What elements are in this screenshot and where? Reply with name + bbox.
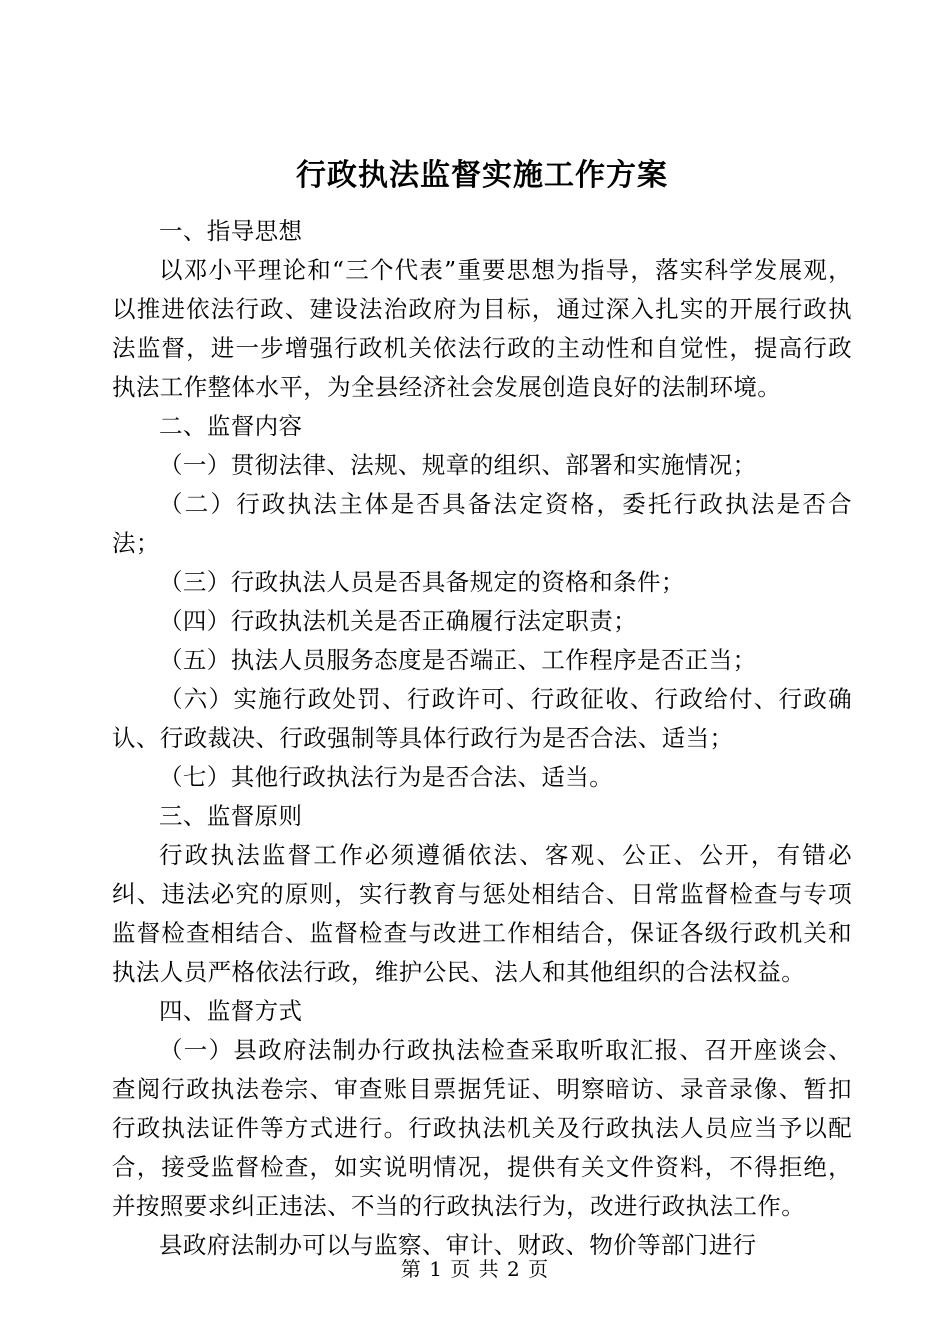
paragraph-14: （一）县政府法制办行政执法检查采取听取汇报、召开座谈会、查阅行政执法卷宗、审查账目票据凭证、明察暗访、录音录像、暂扣行政执法证件等方式进行。行政执法机关及行政执法人员应当予以配合，接受监督检查，如实说明情况，提供有关文件资料，不得拒绝，并按照要求纠正违法、不当的行政执法行为，改进行政执法工作。 bbox=[112, 1036, 852, 1220]
paragraph-10: （七）其他行政执法行为是否合法、适当。 bbox=[159, 763, 614, 791]
page-footer: 第 1 页 共 2 页 bbox=[400, 1257, 550, 1281]
paragraph-7: （四）行政执法机关是否正确履行法定职责； bbox=[159, 607, 637, 635]
document-body bbox=[112, 150, 852, 1265]
paragraph-1: 一、指导思想 bbox=[159, 217, 303, 245]
paragraph-15: 县政府法制办可以与监察、审计、财政、物价等部门进行 bbox=[159, 1231, 757, 1259]
paragraph-2: 以邓小平理论和“三个代表”重要思想为指导，落实科学发展观，以推进依法行政、建设法治政府为目标，通过深入扎实的开展行政执法监督，进一步增强行政机关依法行政的主动性和自觉性，提高行政执法工作整体水平，为全县经济社会发展创造良好的法制环境。 bbox=[112, 256, 852, 401]
paragraph-6: （三）行政执法人员是否具备规定的资格和条件； bbox=[159, 568, 685, 596]
page-title: 行政执法监督实施工作方案 bbox=[296, 158, 668, 193]
paragraph-5: （二）行政执法主体是否具备法定资格，委托行政执法是否合法； bbox=[112, 490, 852, 557]
paragraph-3: 二、监督内容 bbox=[159, 412, 303, 440]
paragraph-4: （一）贯彻法律、法规、规章的组织、部署和实施情况； bbox=[159, 451, 757, 479]
paragraph-12: 行政执法监督工作必须遵循依法、客观、公正、公开，有错必纠、违法必究的原则，实行教育与惩处相结合、日常监督检查与专项监督检查相结合、监督检查与改进工作相结合，保证各级行政机关和执法人员严格依法行政，维护公民、法人和其他组织的合法权益。 bbox=[112, 841, 852, 986]
paragraph-11: 三、监督原则 bbox=[159, 802, 303, 830]
paragraph-13: 四、监督方式 bbox=[159, 997, 303, 1025]
paragraph-9: （六）实施行政处罚、行政许可、行政征收、行政给付、行政确认、行政裁决、行政强制等具体行政行为是否合法、适当； bbox=[112, 685, 852, 752]
paragraph-8: （五）执法人员服务态度是否端正、工作程序是否正当； bbox=[159, 646, 757, 674]
